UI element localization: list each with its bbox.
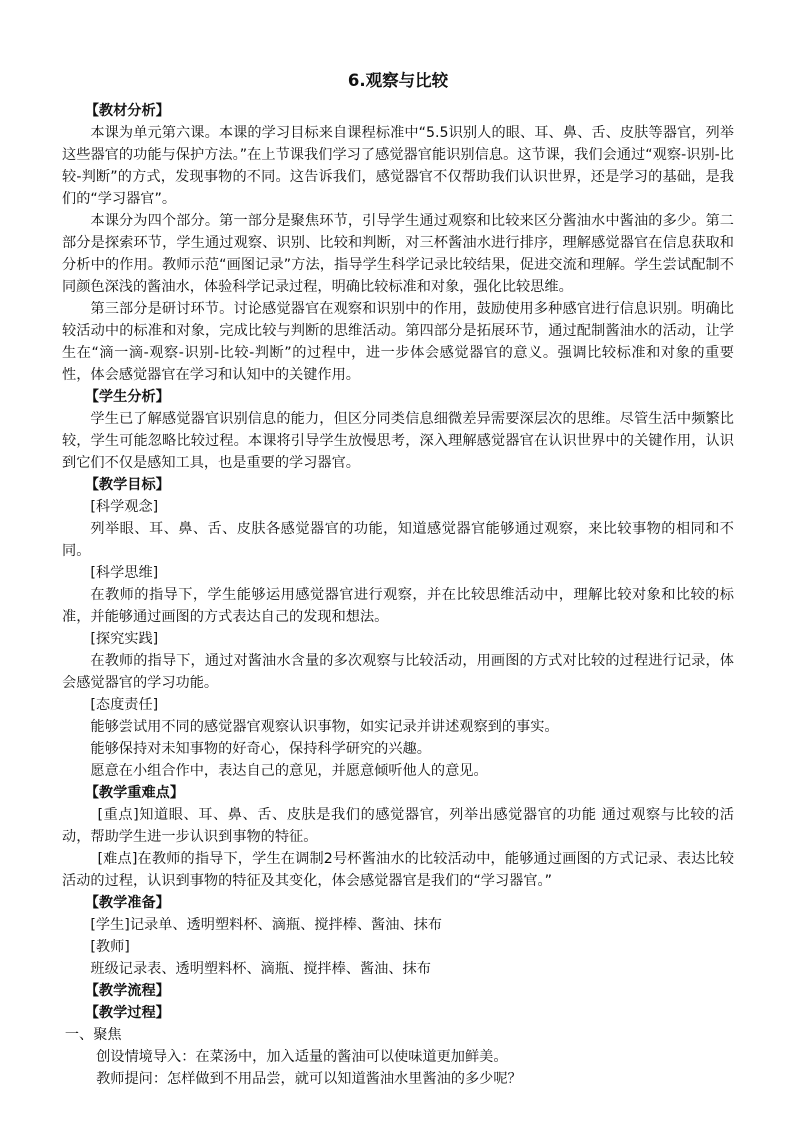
paragraph: 本课为单元第六课。本课的学习目标来自课程标准中“5.5识别人的眼、耳、鼻、舌、皮肤等器官，列举这些器官的功能与保护方法。”在上节课我们学习了感觉器官能识别信息。这节课，我们会通过“观察-识别-比较-判断”的方式，发现事物的不同。这告诉我们，感觉器官不仅帮助我们认识世界，还是学习的基础，是我们的“学习器官”。 — [62, 125, 734, 207]
paragraph: 在教师的指导下，学生能够运用感觉器官进行观察，并在比较思维活动中，理解比较对象和比较的标准，并能够通过画图的方式表达自己的发现和想法。 — [62, 587, 734, 625]
goal-label: [探究实践] — [90, 631, 159, 647]
paragraph: 能够尝试用不同的感觉器官观察认识事物，如实记录并讲述观察到的事实。 — [90, 719, 559, 735]
paragraph: 学生已了解感觉器官识别信息的能力，但区分同类信息细微差异需要深层次的思维。尽管生活中频繁比较，学生可能忽略比较过程。本课将引导学生放慢思考，深入理解感觉器官在认识世界中的关键作用，认识到它们不仅是感知工具，也是重要的学习器官。 — [62, 411, 734, 471]
paragraph: [重点]知道眼、耳、鼻、舌、皮肤是我们的感觉器官，列举出感觉器官的功能 通过观察与比较的活动，帮助学生进一步认识到事物的特征。 — [62, 807, 734, 845]
paragraph: 列举眼、耳、鼻、舌、皮肤各感觉器官的功能，知道感觉器官能够通过观察，来比较事物的相同和不同。 — [62, 521, 734, 559]
section-heading-flow: 【教学流程】 — [84, 983, 170, 999]
paragraph: 本课分为四个部分。第一部分是聚焦环节，引导学生通过观察和比较来区分酱油水中酱油的多少。第二部分是探索环节，学生通过观察、识别、比较和判断，对三杯酱油水进行排序，理解感觉器官在信息获取和分析中的作用。教师示范“画图记录”方法，指导学生科学记录比较结果，促进交流和理解。学生尝试配制不同颜色深浅的酱油水，体验科学记录过程，明确比较标准和对象，强化比较思维。 — [62, 213, 734, 295]
section-heading-student: 【学生分析】 — [84, 389, 170, 405]
prep-student: [学生]记录单、透明塑料杯、滴瓶、搅拌棒、酱油、抹布 — [90, 917, 442, 933]
paragraph: 能够保持对未知事物的好奇心，保持科学研究的兴趣。 — [90, 741, 431, 757]
paragraph: [难点]在教师的指导下，学生在调制2号杯酱油水的比较活动中，能够通过画图的方式记录、表达比较活动的过程，认识到事物的特征及其变化，体会感觉器官是我们的“学习器官。” — [62, 851, 734, 889]
paragraph: 创设情境导入：在菜汤中，加入适量的酱油可以使味道更加鲜美。 — [96, 1049, 508, 1065]
section-heading-analysis: 【教材分析】 — [84, 103, 170, 119]
section-heading-preparation: 【教学准备】 — [84, 895, 170, 911]
paragraph: 愿意在小组合作中，表达自己的意见，并愿意倾听他人的意见。 — [90, 763, 488, 779]
prep-teacher: 班级记录表、透明塑料杯、滴瓶、搅拌棒、酱油、抹布 — [90, 961, 431, 977]
paragraph: 第三部分是研讨环节。讨论感觉器官在观察和识别中的作用，鼓励使用多种感官进行信息识别。明确比较活动中的标准和对象，完成比较与判断的思维活动。第四部分是拓展环节，通过配制酱油水的活动，让学生在“滴一滴-观察-识别-比较-判断”的过程中，进一步体会感觉器官的意义。强调比较标准和对象的重要性，体会感觉器官在学习和认知中的关键作用。 — [62, 301, 734, 383]
paragraph: 在教师的指导下，通过对酱油水含量的多次观察与比较活动，用画图的方式对比较的过程进行记录，体会感觉器官的学习功能。 — [62, 653, 734, 691]
section-heading-process: 【教学过程】 — [84, 1005, 170, 1021]
prep-teacher-label: [教师] — [90, 939, 130, 955]
section-heading-key-points: 【教学重难点】 — [84, 785, 185, 801]
goal-label: [态度责任] — [90, 697, 159, 713]
document-page — [62, 66, 734, 1090]
step-heading: 一、聚焦 — [64, 1027, 122, 1043]
section-heading-goals: 【教学目标】 — [84, 477, 170, 493]
goal-label: [科学观念] — [90, 499, 159, 515]
goal-label: [科学思维] — [90, 565, 159, 581]
paragraph: 教师提问：怎样做到不用品尝，就可以知道酱油水里酱油的多少呢？ — [96, 1071, 522, 1087]
page-title: 6.观察与比较 — [347, 71, 449, 90]
